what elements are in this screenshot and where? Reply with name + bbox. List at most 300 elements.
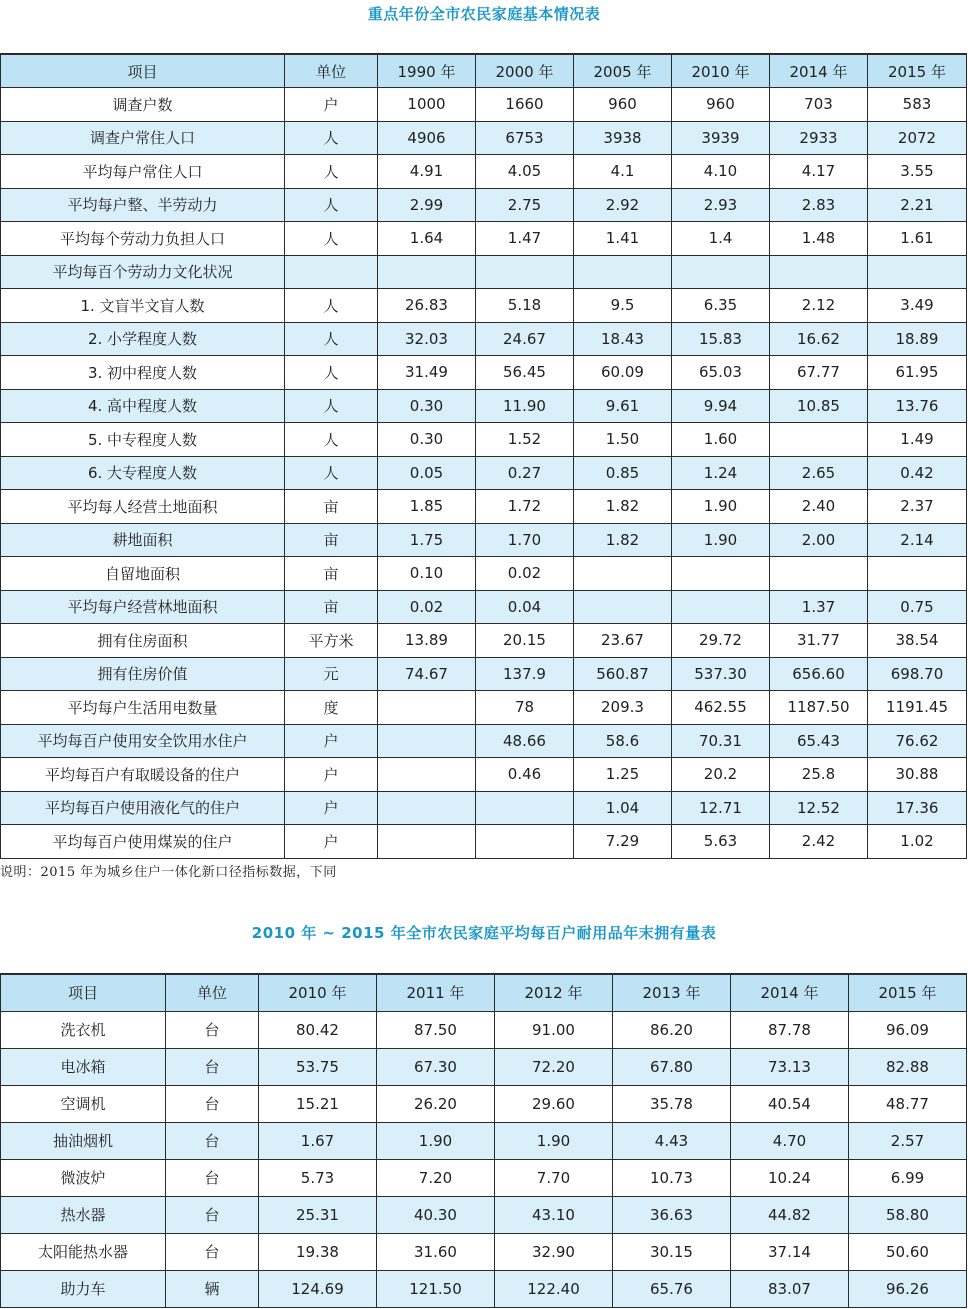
table1-header: 2005 年 — [574, 54, 672, 88]
value-cell: 2.57 — [849, 1122, 967, 1159]
row-label: 3. 初中程度人数 — [1, 356, 285, 390]
table1-row — [1, 289, 967, 323]
row-label: 5. 中专程度人数 — [1, 423, 285, 457]
unit-cell: 人 — [285, 188, 378, 222]
value-cell: 4906 — [378, 121, 476, 155]
unit-cell: 台 — [166, 1048, 259, 1085]
value-cell: 36.63 — [613, 1196, 731, 1233]
row-label: 洗衣机 — [1, 1011, 166, 1048]
value-cell: 60.09 — [574, 356, 672, 390]
value-cell: 1.82 — [574, 490, 672, 524]
value-cell: 1.90 — [495, 1122, 613, 1159]
row-label: 2. 小学程度人数 — [1, 322, 285, 356]
unit-cell: 人 — [285, 222, 378, 256]
unit-cell: 元 — [285, 657, 378, 691]
value-cell: 3939 — [672, 121, 770, 155]
value-cell — [672, 557, 770, 591]
table1-row — [1, 322, 967, 356]
value-cell: 23.67 — [574, 624, 672, 658]
table2-row — [1, 1085, 967, 1122]
value-cell — [476, 255, 574, 289]
value-cell: 124.69 — [259, 1270, 377, 1307]
unit-cell: 人 — [285, 155, 378, 189]
table2-row — [1, 1196, 967, 1233]
value-cell — [672, 590, 770, 624]
row-label: 平均每百户有取暖设备的住户 — [1, 758, 285, 792]
value-cell: 4.10 — [672, 155, 770, 189]
unit-cell: 度 — [285, 691, 378, 725]
row-label: 热水器 — [1, 1196, 166, 1233]
value-cell: 48.66 — [476, 724, 574, 758]
value-cell: 30.88 — [868, 758, 967, 792]
value-cell: 9.61 — [574, 389, 672, 423]
value-cell: 0.30 — [378, 389, 476, 423]
value-cell: 91.00 — [495, 1011, 613, 1048]
value-cell: 44.82 — [731, 1196, 849, 1233]
value-cell: 1.82 — [574, 523, 672, 557]
value-cell: 5.73 — [259, 1159, 377, 1196]
value-cell: 29.60 — [495, 1085, 613, 1122]
table1-row — [1, 691, 967, 725]
value-cell: 2.14 — [868, 523, 967, 557]
table1-header: 单位 — [285, 54, 378, 88]
table2-row — [1, 1122, 967, 1159]
value-cell — [476, 825, 574, 859]
value-cell: 583 — [868, 88, 967, 122]
value-cell: 6.99 — [849, 1159, 967, 1196]
value-cell: 15.21 — [259, 1085, 377, 1122]
row-label: 平均每户生活用电数量 — [1, 691, 285, 725]
value-cell: 76.62 — [868, 724, 967, 758]
unit-cell: 台 — [166, 1159, 259, 1196]
unit-cell: 亩 — [285, 523, 378, 557]
value-cell: 0.46 — [476, 758, 574, 792]
unit-cell: 台 — [166, 1196, 259, 1233]
table1-row — [1, 557, 967, 591]
value-cell: 78 — [476, 691, 574, 725]
value-cell: 1.60 — [672, 423, 770, 457]
value-cell — [770, 557, 868, 591]
row-label: 平均每百个劳动力文化状况 — [1, 255, 285, 289]
table1-row — [1, 389, 967, 423]
value-cell: 2.42 — [770, 825, 868, 859]
row-label: 微波炉 — [1, 1159, 166, 1196]
row-label: 空调机 — [1, 1085, 166, 1122]
table1-row — [1, 758, 967, 792]
row-label: 4. 高中程度人数 — [1, 389, 285, 423]
value-cell: 1.4 — [672, 222, 770, 256]
row-label: 耕地面积 — [1, 523, 285, 557]
value-cell: 2.12 — [770, 289, 868, 323]
table2-body — [1, 1011, 967, 1307]
value-cell: 703 — [770, 88, 868, 122]
table1-header: 1990 年 — [378, 54, 476, 88]
unit-cell: 亩 — [285, 557, 378, 591]
value-cell: 87.78 — [731, 1011, 849, 1048]
value-cell — [574, 255, 672, 289]
unit-cell: 台 — [166, 1011, 259, 1048]
table2-row — [1, 1048, 967, 1085]
value-cell: 0.02 — [476, 557, 574, 591]
value-cell: 17.36 — [868, 791, 967, 825]
table1-note: 说明：2015 年为城乡住户一体化新口径指标数据，下同 — [0, 865, 337, 880]
value-cell: 4.1 — [574, 155, 672, 189]
value-cell: 1.61 — [868, 222, 967, 256]
value-cell: 1.64 — [378, 222, 476, 256]
value-cell: 53.75 — [259, 1048, 377, 1085]
value-cell — [672, 255, 770, 289]
table1-row — [1, 657, 967, 691]
row-label: 助力车 — [1, 1270, 166, 1307]
value-cell: 2.65 — [770, 456, 868, 490]
value-cell — [378, 791, 476, 825]
value-cell: 1.24 — [672, 456, 770, 490]
value-cell: 1000 — [378, 88, 476, 122]
value-cell: 1660 — [476, 88, 574, 122]
value-cell: 26.83 — [378, 289, 476, 323]
value-cell: 4.43 — [613, 1122, 731, 1159]
value-cell: 7.70 — [495, 1159, 613, 1196]
row-label: 拥有住房面积 — [1, 624, 285, 658]
table1-row — [1, 423, 967, 457]
table1-header: 项目 — [1, 54, 285, 88]
value-cell: 12.52 — [770, 791, 868, 825]
table1-header-row — [1, 54, 967, 88]
unit-cell: 户 — [285, 791, 378, 825]
value-cell: 960 — [672, 88, 770, 122]
unit-cell — [285, 255, 378, 289]
value-cell: 72.20 — [495, 1048, 613, 1085]
table1-header: 2000 年 — [476, 54, 574, 88]
table1-row — [1, 523, 967, 557]
value-cell: 13.76 — [868, 389, 967, 423]
row-label: 平均每个劳动力负担人口 — [1, 222, 285, 256]
row-label: 平均每百户使用安全饮用水住户 — [1, 724, 285, 758]
value-cell: 20.2 — [672, 758, 770, 792]
value-cell: 1.52 — [476, 423, 574, 457]
row-label: 平均每户经营林地面积 — [1, 590, 285, 624]
unit-cell: 人 — [285, 423, 378, 457]
value-cell: 19.38 — [259, 1233, 377, 1270]
table1-row — [1, 825, 967, 859]
row-label: 平均每户整、半劳动力 — [1, 188, 285, 222]
value-cell: 61.95 — [868, 356, 967, 390]
value-cell: 37.14 — [731, 1233, 849, 1270]
value-cell: 58.80 — [849, 1196, 967, 1233]
row-label: 平均每户常住人口 — [1, 155, 285, 189]
value-cell: 0.27 — [476, 456, 574, 490]
value-cell: 1.50 — [574, 423, 672, 457]
value-cell: 0.02 — [378, 590, 476, 624]
value-cell: 25.8 — [770, 758, 868, 792]
value-cell: 31.49 — [378, 356, 476, 390]
value-cell: 1191.45 — [868, 691, 967, 725]
value-cell: 70.31 — [672, 724, 770, 758]
value-cell: 13.89 — [378, 624, 476, 658]
row-label: 6. 大专程度人数 — [1, 456, 285, 490]
table1-row — [1, 624, 967, 658]
value-cell: 1.49 — [868, 423, 967, 457]
unit-cell: 户 — [285, 724, 378, 758]
row-label: 平均每百户使用煤炭的住户 — [1, 825, 285, 859]
value-cell: 32.90 — [495, 1233, 613, 1270]
value-cell — [770, 423, 868, 457]
row-label: 电冰箱 — [1, 1048, 166, 1085]
value-cell: 3.49 — [868, 289, 967, 323]
value-cell: 462.55 — [672, 691, 770, 725]
table2-header: 2012 年 — [495, 974, 613, 1011]
value-cell: 1.70 — [476, 523, 574, 557]
table2-row — [1, 1233, 967, 1270]
value-cell: 560.87 — [574, 657, 672, 691]
value-cell — [378, 825, 476, 859]
table1-row — [1, 121, 967, 155]
value-cell: 0.75 — [868, 590, 967, 624]
unit-cell: 人 — [285, 121, 378, 155]
value-cell: 2.92 — [574, 188, 672, 222]
value-cell: 32.03 — [378, 322, 476, 356]
value-cell: 0.10 — [378, 557, 476, 591]
table1-row — [1, 791, 967, 825]
value-cell: 9.5 — [574, 289, 672, 323]
value-cell: 65.03 — [672, 356, 770, 390]
value-cell: 1.90 — [377, 1122, 495, 1159]
value-cell: 50.60 — [849, 1233, 967, 1270]
value-cell: 2.21 — [868, 188, 967, 222]
value-cell: 11.90 — [476, 389, 574, 423]
value-cell: 73.13 — [731, 1048, 849, 1085]
value-cell: 5.18 — [476, 289, 574, 323]
value-cell: 1187.50 — [770, 691, 868, 725]
value-cell: 1.02 — [868, 825, 967, 859]
value-cell: 65.76 — [613, 1270, 731, 1307]
unit-cell: 辆 — [166, 1270, 259, 1307]
value-cell: 7.20 — [377, 1159, 495, 1196]
row-label: 平均每百户使用液化气的住户 — [1, 791, 285, 825]
value-cell: 2933 — [770, 121, 868, 155]
value-cell: 2.40 — [770, 490, 868, 524]
value-cell: 12.71 — [672, 791, 770, 825]
value-cell: 6753 — [476, 121, 574, 155]
value-cell: 0.85 — [574, 456, 672, 490]
durables-table — [0, 973, 967, 1308]
value-cell: 3.55 — [868, 155, 967, 189]
value-cell: 40.30 — [377, 1196, 495, 1233]
value-cell: 1.85 — [378, 490, 476, 524]
table1-body — [1, 88, 967, 859]
table2-header: 2015 年 — [849, 974, 967, 1011]
value-cell: 1.72 — [476, 490, 574, 524]
value-cell: 96.09 — [849, 1011, 967, 1048]
value-cell: 698.70 — [868, 657, 967, 691]
value-cell: 15.83 — [672, 322, 770, 356]
value-cell: 10.73 — [613, 1159, 731, 1196]
value-cell: 31.60 — [377, 1233, 495, 1270]
value-cell — [770, 255, 868, 289]
row-label: 1. 文盲半文盲人数 — [1, 289, 285, 323]
value-cell — [868, 255, 967, 289]
value-cell: 74.67 — [378, 657, 476, 691]
table1-row — [1, 590, 967, 624]
table2-header: 2014 年 — [731, 974, 849, 1011]
value-cell: 10.85 — [770, 389, 868, 423]
value-cell — [574, 557, 672, 591]
unit-cell: 人 — [285, 289, 378, 323]
value-cell: 24.67 — [476, 322, 574, 356]
unit-cell: 亩 — [285, 490, 378, 524]
value-cell: 30.15 — [613, 1233, 731, 1270]
value-cell: 2.75 — [476, 188, 574, 222]
value-cell: 1.67 — [259, 1122, 377, 1159]
row-label: 自留地面积 — [1, 557, 285, 591]
value-cell: 4.17 — [770, 155, 868, 189]
value-cell: 25.31 — [259, 1196, 377, 1233]
value-cell: 122.40 — [495, 1270, 613, 1307]
value-cell: 2.37 — [868, 490, 967, 524]
household-basic-table — [0, 53, 967, 859]
value-cell: 2.00 — [770, 523, 868, 557]
table1-row — [1, 222, 967, 256]
value-cell: 537.30 — [672, 657, 770, 691]
value-cell: 67.30 — [377, 1048, 495, 1085]
unit-cell: 亩 — [285, 590, 378, 624]
row-label: 平均每人经营土地面积 — [1, 490, 285, 524]
value-cell — [378, 758, 476, 792]
unit-cell: 人 — [285, 456, 378, 490]
table1-header: 2015 年 — [868, 54, 967, 88]
value-cell: 6.35 — [672, 289, 770, 323]
value-cell: 5.63 — [672, 825, 770, 859]
value-cell: 26.20 — [377, 1085, 495, 1122]
value-cell: 16.62 — [770, 322, 868, 356]
unit-cell: 户 — [285, 88, 378, 122]
unit-cell: 台 — [166, 1233, 259, 1270]
value-cell: 4.05 — [476, 155, 574, 189]
unit-cell: 户 — [285, 758, 378, 792]
unit-cell: 台 — [166, 1122, 259, 1159]
value-cell: 1.04 — [574, 791, 672, 825]
value-cell: 48.77 — [849, 1085, 967, 1122]
unit-cell: 人 — [285, 322, 378, 356]
table1-row — [1, 456, 967, 490]
value-cell: 1.48 — [770, 222, 868, 256]
value-cell: 2072 — [868, 121, 967, 155]
value-cell: 87.50 — [377, 1011, 495, 1048]
row-label: 抽油烟机 — [1, 1122, 166, 1159]
table1-header: 2014 年 — [770, 54, 868, 88]
value-cell: 121.50 — [377, 1270, 495, 1307]
unit-cell: 人 — [285, 356, 378, 390]
table1-header: 2010 年 — [672, 54, 770, 88]
table1-row — [1, 255, 967, 289]
value-cell: 1.37 — [770, 590, 868, 624]
unit-cell: 户 — [285, 825, 378, 859]
table2-row — [1, 1270, 967, 1307]
value-cell: 18.89 — [868, 322, 967, 356]
value-cell: 0.05 — [378, 456, 476, 490]
table2-row — [1, 1011, 967, 1048]
value-cell: 65.43 — [770, 724, 868, 758]
value-cell: 1.90 — [672, 523, 770, 557]
value-cell: 209.3 — [574, 691, 672, 725]
unit-cell: 台 — [166, 1085, 259, 1122]
value-cell — [868, 557, 967, 591]
row-label: 调查户数 — [1, 88, 285, 122]
value-cell: 58.6 — [574, 724, 672, 758]
value-cell: 7.29 — [574, 825, 672, 859]
value-cell: 82.88 — [849, 1048, 967, 1085]
value-cell: 2.93 — [672, 188, 770, 222]
row-label: 调查户常住人口 — [1, 121, 285, 155]
table2-header: 项目 — [1, 974, 166, 1011]
value-cell: 83.07 — [731, 1270, 849, 1307]
value-cell — [574, 590, 672, 624]
value-cell: 10.24 — [731, 1159, 849, 1196]
value-cell: 31.77 — [770, 624, 868, 658]
value-cell: 43.10 — [495, 1196, 613, 1233]
value-cell: 67.80 — [613, 1048, 731, 1085]
row-label: 太阳能热水器 — [1, 1233, 166, 1270]
unit-cell: 人 — [285, 389, 378, 423]
value-cell: 960 — [574, 88, 672, 122]
value-cell: 1.75 — [378, 523, 476, 557]
value-cell: 80.42 — [259, 1011, 377, 1048]
value-cell: 67.77 — [770, 356, 868, 390]
value-cell: 2.99 — [378, 188, 476, 222]
value-cell: 86.20 — [613, 1011, 731, 1048]
table1-row — [1, 490, 967, 524]
table2-header: 2010 年 — [259, 974, 377, 1011]
value-cell: 56.45 — [476, 356, 574, 390]
table1-row — [1, 155, 967, 189]
table2-header: 2013 年 — [613, 974, 731, 1011]
value-cell — [476, 791, 574, 825]
value-cell — [378, 255, 476, 289]
value-cell: 1.90 — [672, 490, 770, 524]
value-cell: 9.94 — [672, 389, 770, 423]
value-cell: 0.42 — [868, 456, 967, 490]
value-cell: 38.54 — [868, 624, 967, 658]
value-cell: 35.78 — [613, 1085, 731, 1122]
table1-row — [1, 724, 967, 758]
value-cell: 1.47 — [476, 222, 574, 256]
value-cell: 29.72 — [672, 624, 770, 658]
unit-cell: 平方米 — [285, 624, 378, 658]
value-cell: 0.30 — [378, 423, 476, 457]
value-cell: 656.60 — [770, 657, 868, 691]
table2-header: 2011 年 — [377, 974, 495, 1011]
table2-header-row — [1, 974, 967, 1011]
value-cell: 137.9 — [476, 657, 574, 691]
value-cell: 4.70 — [731, 1122, 849, 1159]
table1-row — [1, 356, 967, 390]
value-cell: 20.15 — [476, 624, 574, 658]
value-cell: 4.91 — [378, 155, 476, 189]
table2-title: 2010 年 ~ 2015 年全市农民家庭平均每百户耐用品年末拥有量表 — [251, 924, 717, 942]
table1-row — [1, 88, 967, 122]
value-cell: 1.25 — [574, 758, 672, 792]
value-cell: 2.83 — [770, 188, 868, 222]
table1-row — [1, 188, 967, 222]
value-cell: 96.26 — [849, 1270, 967, 1307]
table2-header: 单位 — [166, 974, 259, 1011]
value-cell: 18.43 — [574, 322, 672, 356]
value-cell — [378, 724, 476, 758]
value-cell: 0.04 — [476, 590, 574, 624]
row-label: 拥有住房价值 — [1, 657, 285, 691]
table1-title: 重点年份全市农民家庭基本情况表 — [367, 5, 601, 23]
value-cell: 3938 — [574, 121, 672, 155]
